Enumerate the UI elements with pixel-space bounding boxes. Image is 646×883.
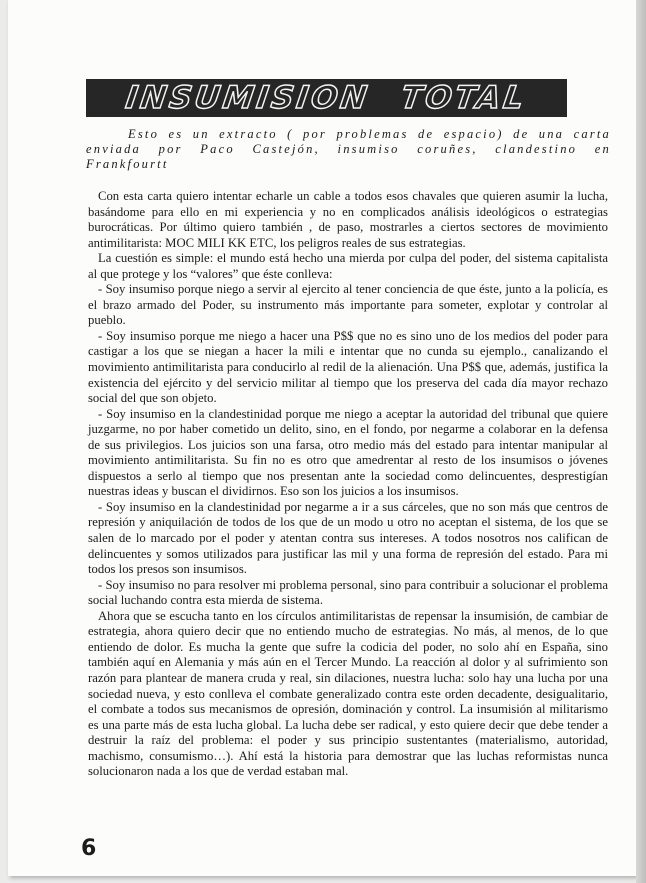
body-paragraph: Ahora que se escucha tanto en los círculos antimilitaristas de repensar la insumisión, de cambiar de estrategia, ahora quiero decir que no entiendo mucho de estrategias. No más, al menos, de lo que entiendo de dolor. Es mucha la gente que sufre la codicia del poder, no solo ahí en España, sino también aquí en Alemania y más aún en el Tercer Mundo. La reacción al dolor y al sufrimiento son razón para plantear de manera cruda y real, sin dilaciones, nuestra lucha: solo hay una lucha por una sociedad nueva, y esto conlleva el combate generalizado contra este orden decadente, desigualitario, el combate a todos sus mecanismos de opresión, dominación y control. La insumisión al militarismo es una parte más de esta lucha global. La lucha debe ser radical, y esto quiere decir que debe tender a destruir la raíz del problema: el poder y sus principio sustentantes (materialismo, autoridad, machismo, consumismo…). Ahí está la historia para demostrar que las luchas reformistas nunca solucionaron nada a los que de verdad estaban mal. xyxy=(88,608,608,779)
article-title: INSUMISION TOTAL xyxy=(123,80,530,116)
body-paragraph: - Soy insumiso porque me niego a hacer una P$$ que no es sino uno de los medios del poder para castigar a los que se niegan a hacer la mili e intentar que no cunda su ejemplo., canalizando el movimiento antimilitarista para conducirlo al redil de la alienación. Una P$$ que, además, justifica la existencia del ejército y del servicio militar al tiempo que los preserva del cada día mayor rechazo social del que son objeto. xyxy=(88,328,608,406)
body-paragraph: - Soy insumiso en la clandestinidad por negarme a ir a sus cárceles, que no son más que centros de represión y aniquilación de todos de los que de un modo u otro no aceptan el sistema, de los que se salen de lo marcado por el poder y atentan contra sus intereses. A todos nosotros nos califican de delincuentes y somos utilizados para justificar las mil y una forma de represión del estado. Para mi todos los presos son insumisos. xyxy=(88,499,608,577)
page-number: 6 xyxy=(81,836,97,861)
magazine-page xyxy=(8,0,636,876)
article-body xyxy=(88,189,608,780)
body-paragraph: La cuestión es simple: el mundo está hecho una mierda por culpa del poder, del sistema capitalista al que protege y los “valores” que éste conlleva: xyxy=(88,251,608,281)
intro-text: Esto es un extracto ( por problemas de espacio) de una carta enviada por Paco Castejón, insumiso coruñes, clandestino en Frankfourtt xyxy=(86,127,611,171)
body-paragraph: - Soy insumiso porque niego a servir al ejercito al tener conciencia de que éste, junto a la policía, es el brazo armado del Poder, su instrumento más importante para someter, explotar y controlar al pueblo. xyxy=(88,282,608,328)
body-paragraph: Con esta carta quiero intentar echarle un cable a todos esos chavales que quieren asumir la lucha, basándome para ello en mi experiencia y no en complicados análisis ideológicos o estrategias burocráticas. Por último quiero también , de paso, mostrarles a ciertos sectores de movimiento antimilitarista: MOC MILI KK ETC, los peligros reales de sus estrategias. xyxy=(88,189,608,250)
page-spine-shadow xyxy=(636,0,646,883)
body-paragraph: - Soy insumiso en la clandestinidad porque me niego a aceptar la autoridad del tribunal que quiere juzgarme, no por haber cometido un delito, sino, en el fondo, por negarme a colaborar en la defensa de sus privilegios. Los juicios son una farsa, otro medio más del estado para intentar manipular al movimiento antimilitarista. Su fin no es otro que amedrentar al resto de los insumisos o jóvenes dispuestos a serlo al tiempo que nos presentan ante la sociedad como delincuentes, desprestigían nuestras ideas y buscan el dividirnos. Eso son los juicios a los insumisos. xyxy=(88,406,608,499)
body-paragraph: - Soy insumiso no para resolver mi problema personal, sino para contribuir a solucionar el problema social luchando contra esta mierda de sistema. xyxy=(88,577,608,608)
title-banner xyxy=(86,79,567,117)
